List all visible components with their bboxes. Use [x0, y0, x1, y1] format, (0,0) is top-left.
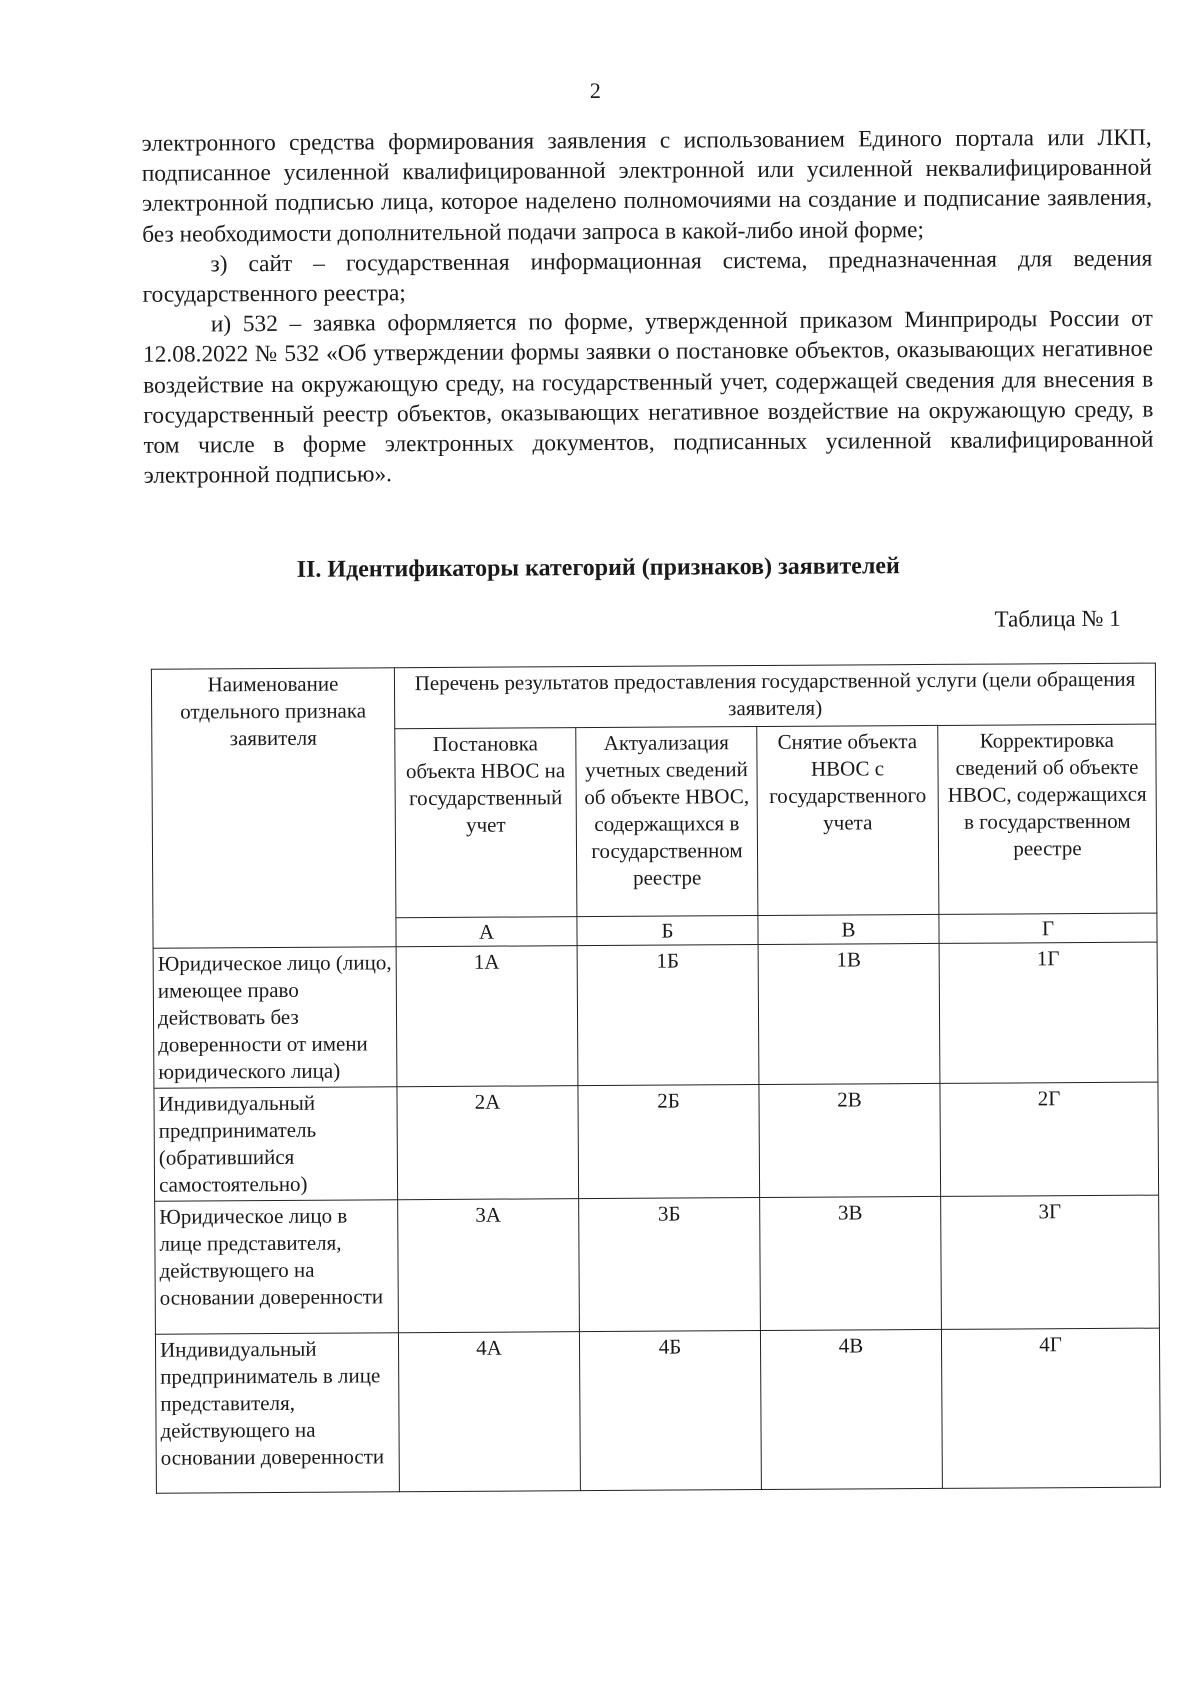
table-row [155, 1195, 1160, 1334]
section-title: II. Идентификаторы категорий (признаков) заявителей [296, 553, 900, 583]
column-header-registration: Постановка объекта НВОС на государственный учет [395, 728, 577, 918]
category-code: 3Б [579, 1198, 761, 1332]
paragraph-i-532: и) 532 – заявка оформляется по форме, утвержденной приказом Минприроды России от 12.08.2022 № 532 «Об утверждении формы заявки о постановке объектов, оказывающих негативное воздействие на окружающую среду, на государственный учет, содержащей сведения для внесения в государственный реестр объектов, оказывающих негативное воздействие на окружающую среду, в том числе в форме электронных документов, подписанных усиленной квалифицированной электронной подписью». [142, 305, 1154, 490]
category-code: 2Б [578, 1085, 760, 1199]
body-text [142, 123, 1154, 492]
table-row [154, 1082, 1159, 1201]
category-code: 1В [758, 943, 940, 1084]
applicant-categories-table [151, 663, 1161, 1494]
results-group-header: Перечень результатов предоставления государственной услуги (цели обращения заявителя) [394, 663, 1155, 729]
category-code: 1Г [939, 942, 1158, 1083]
category-code: 2Г [940, 1082, 1159, 1196]
column-header-deregistration: Снятие объекта НВОС с государственного учета [757, 725, 939, 915]
column-letter: В [758, 914, 939, 944]
category-code: 4А [398, 1332, 580, 1492]
row-label: Индивидуальный предприниматель (обратившийся самостоятельно) [154, 1087, 398, 1201]
paragraph-z-site: з) сайт – государственная информационная система, предназначенная для ведения государственного реестра; [142, 245, 1153, 308]
category-code: 4В [760, 1329, 942, 1489]
table-row [155, 1328, 1160, 1493]
table-caption: Таблица № 1 [994, 605, 1121, 632]
row-label: Юридическое лицо (лицо, имеющее право действовать без доверенности от имени юридического лица) [153, 947, 397, 1088]
page-number: 2 [589, 77, 601, 104]
column-header-correction: Корректировка сведений об объекте НВОС, содержащихся в государственном реестре [938, 724, 1157, 914]
category-code: 2А [397, 1086, 579, 1200]
column-letter: Г [939, 913, 1157, 943]
table-header-row [151, 663, 1155, 730]
row-label: Юридическое лицо в лице представителя, действующего на основании доверенности [155, 1200, 399, 1334]
category-code: 2В [759, 1083, 941, 1197]
column-header-update: Актуализация учетных сведений об объекте НВОС, содержащихся в государственном реестре [576, 727, 758, 917]
name-column-header: Наименование отдельного признака заявителя [151, 668, 396, 948]
paragraph-continuation: электронного средства формирования заявления с использованием Единого портала или ЛКП, подписанное усиленной квалифицированной электронной или усиленной неквалифицированной электронной подписью лица, которое наделено полномочиями на создание и подписание заявления, без необходимости дополнительной подачи запроса в какой-либо иной форме; [141, 124, 1153, 248]
table-row [153, 942, 1158, 1088]
category-code: 1А [396, 946, 578, 1087]
category-code: 1Б [577, 945, 759, 1086]
category-code: 3В [760, 1196, 942, 1330]
category-code: 4Б [579, 1331, 761, 1491]
category-code: 4Г [941, 1328, 1160, 1488]
column-letter: Б [577, 916, 758, 946]
category-code: 3Г [941, 1195, 1160, 1329]
column-letter: А [396, 917, 577, 947]
category-code: 3А [398, 1199, 580, 1333]
row-label: Индивидуальный предприниматель в лице представителя, действующего на основании доверенности [155, 1333, 399, 1493]
